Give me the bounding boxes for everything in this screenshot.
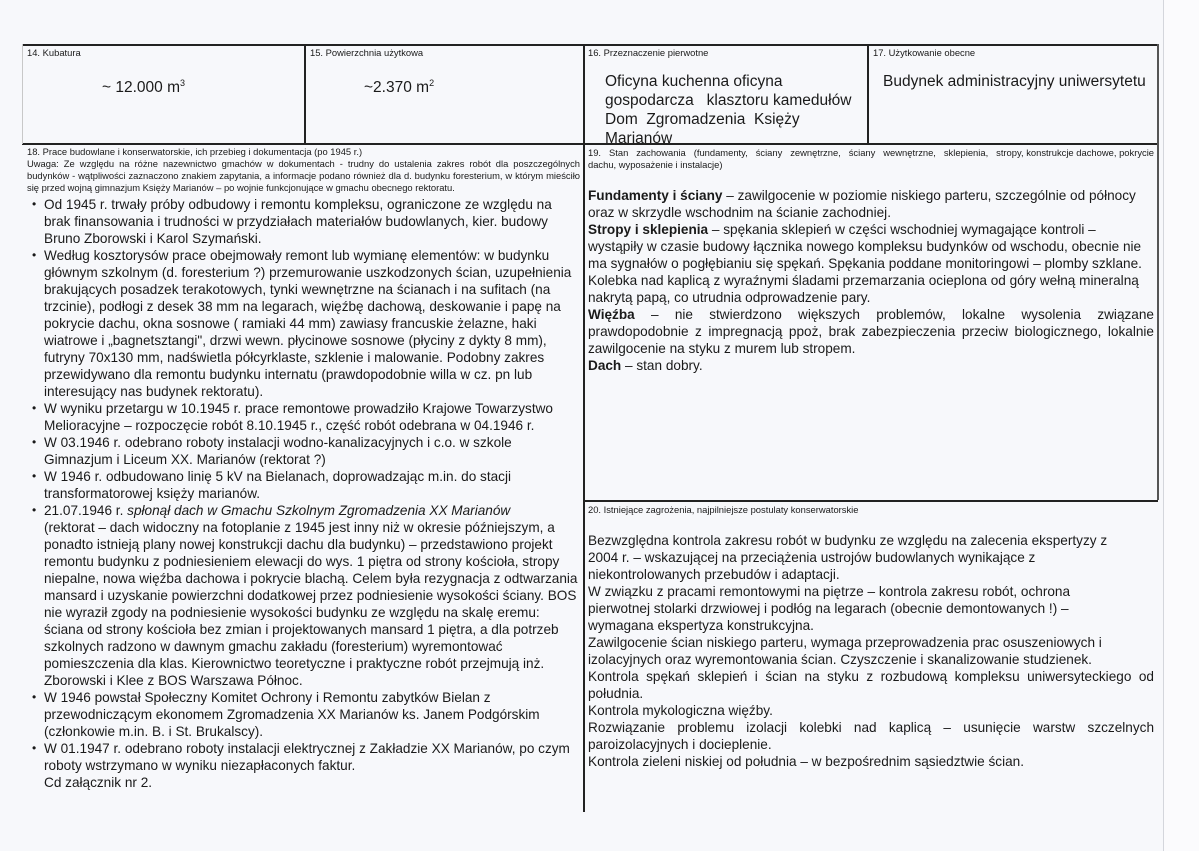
works-list-item [27,468,580,502]
cell-przeznaczenie-pierwotne [588,47,864,147]
works-list-item [27,196,580,247]
table-border-left [22,44,23,144]
works-list-item [27,400,580,434]
kubatura-value [102,74,185,97]
threat-paragraph: Kontrola spękań sklepień i ścian na styku z rozbudową kompleksu uniwersyteckiego od południa. [588,669,1154,701]
works-item-italic: spłonął dach w Gmachu Szkolnym Zgromadzenia XX Marianów [127,503,511,518]
works-list-item [27,740,580,791]
powierzchnia-value-text: ~2.370 m [364,79,430,97]
condition-entry-text: – zawilgocenie w poziomie niskiego parteru, szczególnie od północy oraz w skrzydle wschodnim na ścianie zachodniej. [588,188,1136,220]
condition-entry-head: Dach [588,358,622,373]
threat-paragraph: Kontrola zieleni niskiej od południa – w bezpośrednim sąsiedztwie ścian. [588,754,1024,769]
condition-entry-text: – nie stwierdzono większych problemów, lokalne wysolenia związane prawdopodobnie z impregnacją ppoż, brak zabezpieczenia przeciw biologicznego, lokalnie zawilgocenie na styku z murem lub stropem. [588,307,1154,356]
threats-paragraphs [588,532,1154,770]
cell-17-label: 17. Użytkowanie obecne [873,47,976,58]
works-list-item [27,434,580,468]
cell-19-label: 19. Stan zachowania (fundamenty, ściany zewnętrzne, ściany wewnętrzne, sklepienia, stropy, konstrukcje dachowe, pokrycie dachu, wyposażenie i instalacje) [588,147,1157,170]
cell-14-label: 14. Kubatura [27,47,81,58]
works-item-text: W 1946 r. odbudowano linię 5 kV na Bielanach, doprowadzając m.in. do stacji transformatorowej księży marianów. [44,469,511,501]
condition-entries [588,187,1154,374]
works-item-text: W wyniku przetargu w 10.1945 r. prace remontowe prowadziło Krajowe Towarzystwo Melioracyjne – rozpoczęcie robót 8.10.1945 r., część robót odebrana w 04.1946 r. [44,401,553,433]
works-list-item [27,689,580,740]
przeznaczenie-line: gospodarcza klasztoru kamedułów [605,92,852,109]
przeznaczenie-line: Dom Zgromadzenia Księży [605,111,800,128]
works-item-text: (rektorat – dach widoczny na fotoplanie z 1945 jest inny niż w okresie późniejszym, a ponadto istnieją plany nowej konstrukcji dachu dla budynku) – przedstawiono projekt remontu budynku z podniesieniem elewacji do wys. 1 piętra od strony kościoła, stropy niepalne, nowa więźba dachowa i pokrycie blachą. Celem była rezygnacja z odtwarzania mansard i uzyskanie powierzchni dodatkowej przez podniesienie wysokości ściany. BOS nie wyraził zgody na podniesienie wysokości budynku ze względu na skalę eremu: ściana od strony kościoła bez zmian i projektowanych mansard 1 piętra, a dla potrzeb szkolnych radzono w dawnym gmachu zakładu (foresterium) wyremontować pomieszczenia dla klas. Kierownictwo teoretyczne i praktyczne robót przejmują inż. Zborowski i Klee z BOS Warszawa Północ. [44,520,578,688]
works-list-item [27,502,580,689]
cell-18-note: Uwaga: Ze względu na różne nazewnictwo gmachów w dokumentach - trudny do ustalenia zakres robót dla poszczególnych budynków - wątpliwości zaznaczono znakiem zapytania, a informacje podano również dla d. budynku foresterium, w którym mieściło się przed wojną gimnazjum Księży Marianów – po wojnie funkcjonujące w gmachu obecnego rektoratu. [27,158,580,193]
works-item-text: W 01.1947 r. odebrano roboty instalacji elektrycznej z Zakładzie XX Marianów, po czym roboty wstrzymano w wyniku niezapłaconych faktur. [44,741,570,773]
works-list [27,196,580,791]
works-item-text: Od 1945 r. trwały próby odbudowy i remontu kompleksu, ograniczone ze względu na brak finansowania i trudności w przydziałach materiałów budowlanych, kier. budowy Bruno Zborowski i Karol Szymański. [44,197,552,246]
table-border-row1 [22,143,1158,145]
table-border-top [22,44,1158,46]
condition-entry [588,187,1154,221]
uzytkowanie-value: Budynek administracyjny uniwersytetu [883,73,1146,90]
cell-15-label: 15. Powierzchnia użytkowa [310,47,424,58]
threat-paragraph: Bezwzględna kontrola zakresu robót w budynku ze względu na zalecenia ekspertyzy z 2004 r. – wskazującej na przeciążenia ustrojów budowlanych wynikające z niekontrolowanych przebudów i adaptacji. [588,533,1108,582]
works-list-item [27,247,580,400]
works-item-text: W 1946 powstał Społeczny Komitet Ochrony i Remontu zabytków Bielan z przewodniczącym ekonomem Zgromadzenia XX Marianów ks. Janem Podgórskim (członkowie m.in. B. i St. Brukalscy). [44,690,540,739]
cell-20-label: 20. Istniejące zagrożenia, najpilniejsze postulaty konserwatorskie [588,504,859,515]
table-border-right [1157,44,1159,500]
table-border-col3 [867,44,869,144]
condition-entry [588,357,1154,374]
table-border-col1 [304,44,306,144]
table-border-col2 [583,44,585,812]
przeznaczenie-line: Oficyna kuchenna oficyna [605,73,783,90]
condition-entry [588,306,1154,357]
works-continuation-note: Cd załącznik nr 2. [44,775,153,790]
condition-entry-text: – spękania sklepień w części wschodniej wymagające kontroli – wystąpiły w czasie budowy łącznika nowego kompleksu budynków od wschodu, obecnie nie ma sygnałów o pogłębianiu się spękań. Spękania poddane monitoringowi – plomby szklane. Kolebka nad kaplicą z wyraźnymi śladami przemarzania ocieplona od góry wełną mineralną nakrytą papą, co utrudnia odprowadzenie pary. [588,222,1142,305]
przeznaczenie-line: Marianów [605,130,673,147]
condition-entry-text: – stan dobry. [621,358,703,373]
cell-zagrozenia [588,504,1154,804]
threat-paragraph: Rozwiązanie problemu izolacji kolebki nad kaplicą – usunięcie warstw szczelnych paroizolacyjnych i docieplenie. [588,720,1154,752]
condition-entry-head: Więźba [588,307,635,322]
cell-18-label: 18. Prace budowlane i konserwatorskie, ich przebieg i dokumentacja (po 1945 r.) [27,146,363,157]
cell-prace-budowlane [27,146,580,811]
works-item-text: Według kosztorysów prace obejmowały remont lub wymianę elementów: w budynku głównym szkolnym (d. foresterium ?) przemurowanie uszkodzonych ścian, uzupełnienia brakujących posadzek terakotowych, tynki wewnętrzne na ścianach i na sufitach (na trzcinie), podłogi z desek 38 mm na legarach, więźbę dachową, deskowanie i papę na pokrycie dachu, okna sosnowe ( ramiaki 44 mm) zawiasy francuskie żelazne, haki wiatrowe i „bagnetsztangi", drzwi wewn. płycinowe sosnowe (płyciny z dykty 8 mm), futryny 70x130 mm, nadświetla półcyrklaste, szklenie i malowanie. Podobny zakres przewidywano dla remontu budynku internatu (prawdopodobnie willa w cz. pn lub interesujący nas budynek rektoratu). [44,248,572,399]
przeznaczenie-value [605,72,865,148]
threat-paragraph: Zawilgocenie ścian niskiego parteru, wymaga przeprowadzenia prac osuszeniowych i izolacyjnych oraz wyremontowania ścian. Czyszczenie i skanalizowanie studzienek. [588,635,1102,667]
cell-kubatura [27,47,302,142]
powierzchnia-value [364,74,434,97]
threat-paragraph: W związku z pracami remontowymi na piętrze – kontrola zakresu robót, ochrona pierwotnej stolarki drzwiowej i podłóg na legarach (obecnie demontowanych !) – wymagana ekspertyza konstrukcyjna. [588,584,1071,633]
table-border-row20 [583,500,1158,502]
works-item-text: W 03.1946 r. odebrano roboty instalacji wodno-kanalizacyjnych i c.o. w szkole Gimnazjum i Liceum XX. Marianów (rektorat ?) [44,435,512,467]
cell-16-label: 16. Przeznaczenie pierwotne [588,47,709,58]
kubatura-value-text: ~ 12.000 m [102,79,180,97]
powierzchnia-unit-sup: 2 [429,78,435,88]
cell-stan-zachowania [588,147,1157,497]
threat-paragraph: Kontrola mykologiczna więźby. [588,703,773,718]
cell-powierzchnia [310,47,580,142]
condition-entry-head: Fundamenty i ściany [588,188,723,203]
scanned-page-edge [1163,0,1199,851]
condition-entry-head: Stropy i sklepienia [588,222,709,237]
condition-entry [588,221,1154,306]
cell-uzytkowanie-obecne [873,47,1155,142]
works-item-date: 21.07.1946 r. [44,503,128,518]
kubatura-unit-sup: 3 [179,78,185,88]
